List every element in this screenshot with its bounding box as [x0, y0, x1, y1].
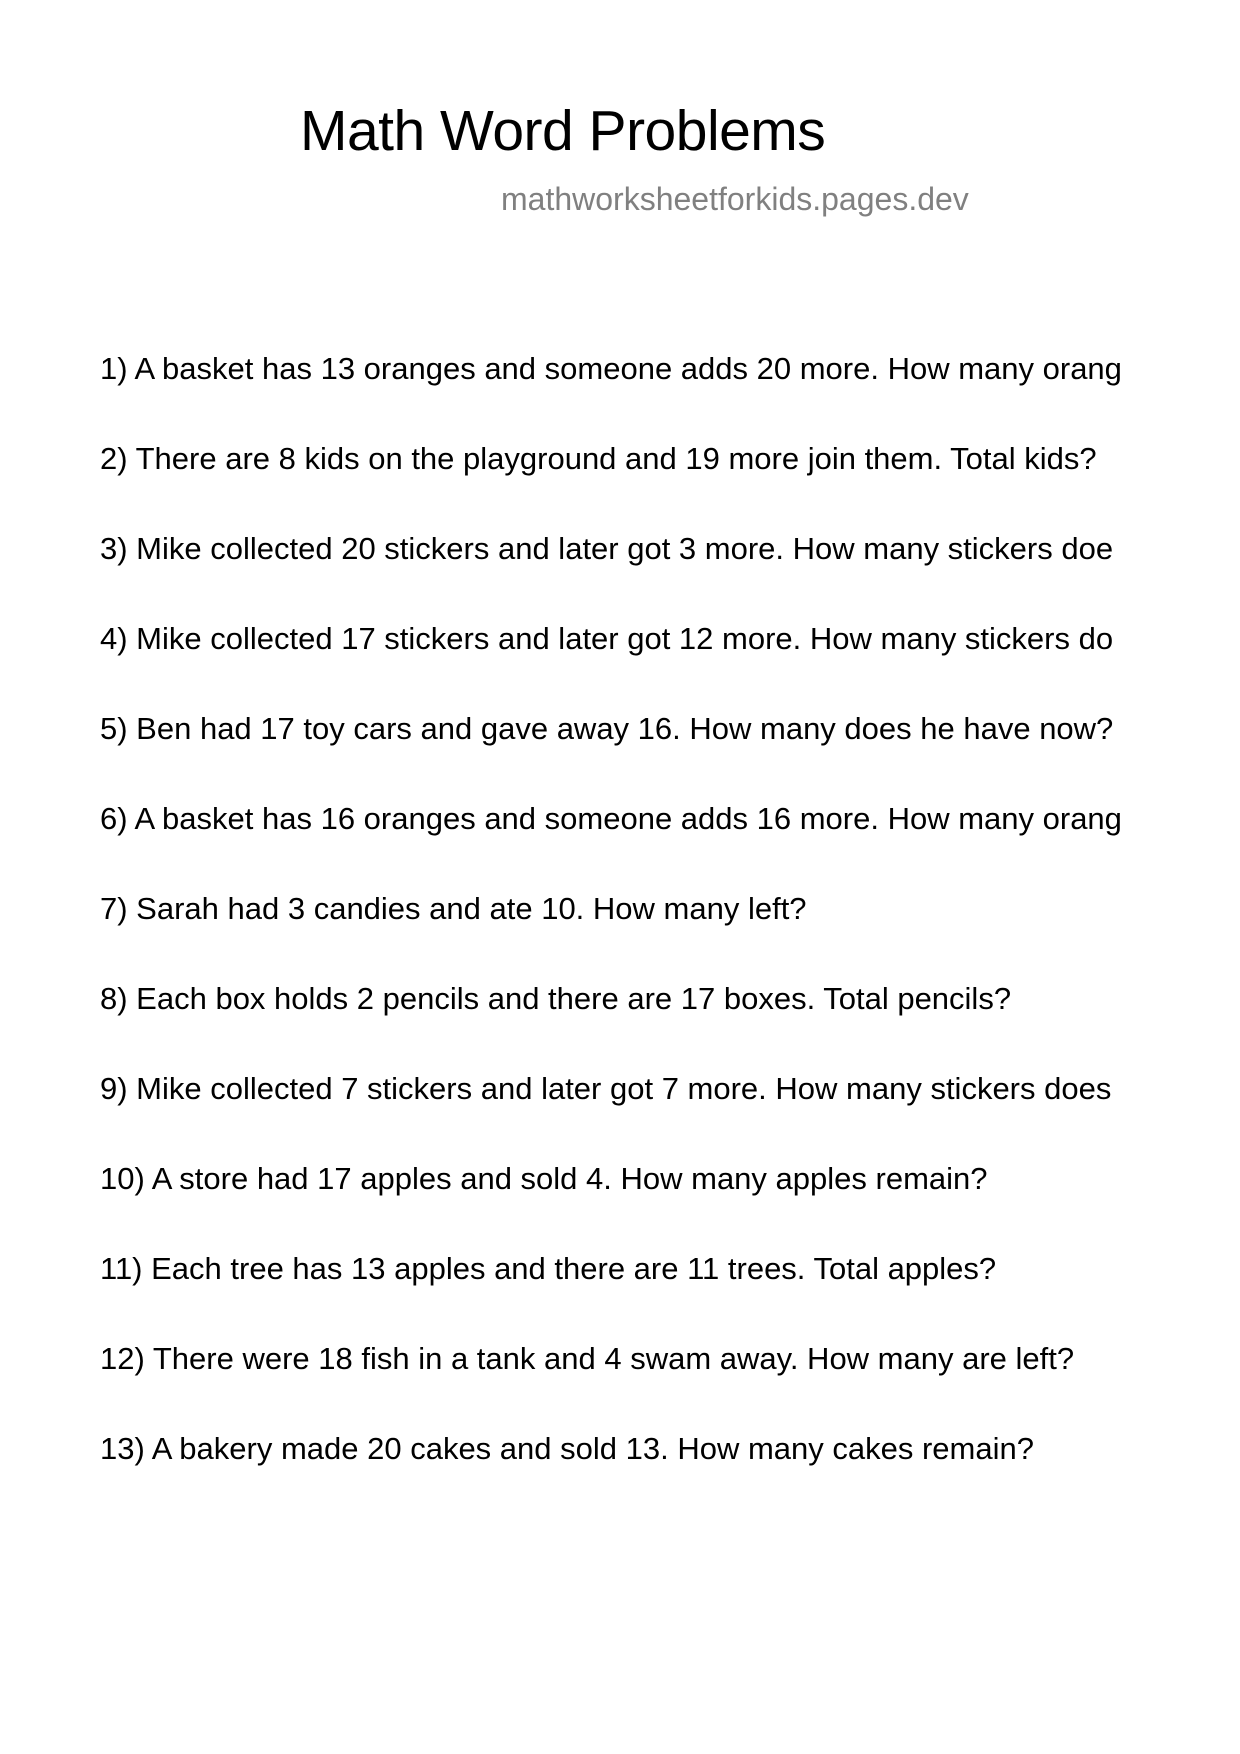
- problem-8: 8) Each box holds 2 pencils and there are 17 boxes. Total pencils?: [100, 981, 1012, 1016]
- problem-10: 10) A store had 17 apples and sold 4. How many apples remain?: [100, 1161, 988, 1196]
- page-title: Math Word Problems: [300, 99, 826, 163]
- problem-11: 11) Each tree has 13 apples and there are 11 trees. Total apples?: [100, 1251, 997, 1286]
- problem-13: 13) A bakery made 20 cakes and sold 13. How many cakes remain?: [100, 1431, 1034, 1466]
- problem-12: 12) There were 18 fish in a tank and 4 swam away. How many are left?: [100, 1341, 1075, 1376]
- problem-6: 6) A basket has 16 oranges and someone adds 16 more. How many orang: [100, 801, 1122, 836]
- problem-4: 4) Mike collected 17 stickers and later got 12 more. How many stickers do: [100, 621, 1114, 656]
- problem-5: 5) Ben had 17 toy cars and gave away 16. How many does he have now?: [100, 711, 1114, 746]
- problem-1: 1) A basket has 13 oranges and someone adds 20 more. How many orang: [100, 351, 1122, 386]
- site-url: mathworksheetforkids.pages.dev: [501, 181, 969, 217]
- problem-2: 2) There are 8 kids on the playground and 19 more join them. Total kids?: [100, 441, 1097, 476]
- problem-list: [100, 349, 1122, 1519]
- problem-9: 9) Mike collected 7 stickers and later got 7 more. How many stickers does: [100, 1071, 1112, 1106]
- problem-3: 3) Mike collected 20 stickers and later got 3 more. How many stickers doe: [100, 531, 1114, 566]
- problem-7: 7) Sarah had 3 candies and ate 10. How many left?: [100, 891, 807, 926]
